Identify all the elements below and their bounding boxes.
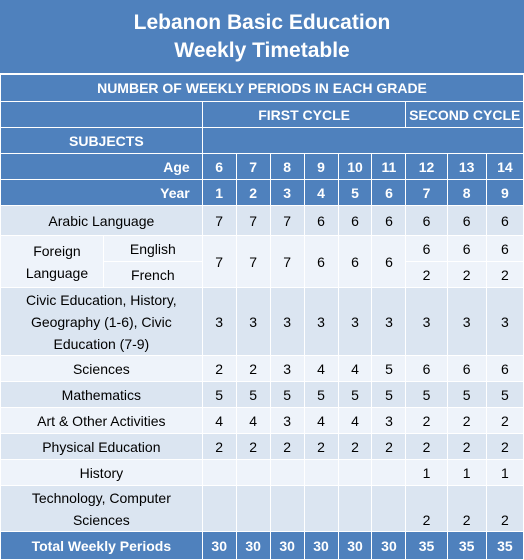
value-cell [202, 486, 236, 532]
value-cell: 5 [338, 382, 372, 408]
value-cell: 3 [486, 288, 523, 356]
value-cell: 5 [372, 356, 406, 382]
french-label: French [103, 262, 202, 288]
value-cell: 5 [406, 382, 447, 408]
year-cell: 6 [372, 180, 406, 206]
total-label: Total Weekly Periods [1, 532, 203, 560]
value-cell: 6 [486, 206, 523, 236]
civic-label-line-2: Geography (1-6), Civic [30, 313, 172, 330]
total-cell: 35 [447, 532, 486, 560]
value-cell: 3 [372, 408, 406, 434]
value-cell: 2 [406, 408, 447, 434]
age-cell: 7 [236, 154, 270, 180]
value-cell: 4 [236, 408, 270, 434]
value-cell: 3 [447, 288, 486, 356]
year-cell: 4 [304, 180, 338, 206]
value-cell: 6 [338, 206, 372, 236]
table-row [1, 486, 524, 532]
second-cycle-header: SECOND CYCLE [406, 102, 524, 128]
value-cell: 2 [236, 434, 270, 460]
value-cell: 6 [486, 236, 523, 262]
total-cell: 35 [406, 532, 447, 560]
total-cell: 30 [202, 532, 236, 560]
value-cell: 2 [406, 486, 447, 532]
value-cell: 3 [236, 288, 270, 356]
value-cell: 4 [304, 356, 338, 382]
value-cell: 2 [338, 434, 372, 460]
first-cycle-header: FIRST CYCLE [202, 102, 406, 128]
value-cell: 2 [447, 408, 486, 434]
value-cell: 3 [202, 288, 236, 356]
subject-label: Arabic Language [1, 206, 203, 236]
year-cell: 5 [338, 180, 372, 206]
value-cell: 2 [270, 434, 304, 460]
value-cell: 5 [236, 382, 270, 408]
age-cell: 8 [270, 154, 304, 180]
value-cell: 3 [304, 288, 338, 356]
total-cell: 30 [338, 532, 372, 560]
english-label: English [103, 236, 202, 262]
table-row [1, 408, 524, 434]
value-cell: 5 [304, 382, 338, 408]
age-label: Age [1, 154, 203, 180]
age-cell: 12 [406, 154, 447, 180]
table-row [1, 382, 524, 408]
subject-label [1, 288, 203, 356]
year-cell: 7 [406, 180, 447, 206]
value-cell: 3 [372, 288, 406, 356]
value-cell: 5 [270, 382, 304, 408]
value-cell: 2 [202, 434, 236, 460]
value-cell: 2 [202, 356, 236, 382]
value-cell: 7 [270, 236, 304, 288]
value-cell: 1 [406, 460, 447, 486]
value-cell: 6 [338, 236, 372, 288]
value-cell [304, 486, 338, 532]
value-cell: 5 [447, 382, 486, 408]
table-row [1, 356, 524, 382]
value-cell: 3 [406, 288, 447, 356]
total-cell: 30 [372, 532, 406, 560]
subject-label: Physical Education [1, 434, 203, 460]
year-label: Year [1, 180, 203, 206]
year-cell: 1 [202, 180, 236, 206]
value-cell: 5 [202, 382, 236, 408]
value-cell: 2 [406, 434, 447, 460]
subject-label: Sciences [1, 356, 203, 382]
subject-label: Mathematics [1, 382, 203, 408]
total-cell: 30 [236, 532, 270, 560]
value-cell: 2 [447, 434, 486, 460]
value-cell: 6 [304, 236, 338, 288]
value-cell: 2 [406, 262, 447, 288]
value-cell: 7 [202, 206, 236, 236]
value-cell [338, 486, 372, 532]
year-cell: 8 [447, 180, 486, 206]
year-cell: 9 [486, 180, 523, 206]
value-cell: 5 [486, 382, 523, 408]
value-cell: 6 [304, 206, 338, 236]
total-cell: 30 [304, 532, 338, 560]
table-row [1, 288, 524, 356]
value-cell: 6 [406, 206, 447, 236]
subject-label [1, 486, 203, 532]
value-cell: 6 [406, 236, 447, 262]
total-row [1, 532, 524, 560]
civic-label-line-3: Education (7-9) [53, 335, 150, 352]
year-cell: 2 [236, 180, 270, 206]
value-cell: 4 [304, 408, 338, 434]
value-cell: 2 [486, 486, 523, 532]
age-cell: 6 [202, 154, 236, 180]
value-cell [202, 460, 236, 486]
value-cell: 6 [372, 236, 406, 288]
value-cell [236, 460, 270, 486]
value-cell: 7 [236, 206, 270, 236]
value-cell: 3 [270, 356, 304, 382]
value-cell: 2 [304, 434, 338, 460]
value-cell: 1 [486, 460, 523, 486]
table-row [1, 206, 524, 236]
table-row [1, 460, 524, 486]
subjects-header: SUBJECTS [1, 128, 203, 154]
subject-label: Art & Other Activities [1, 408, 203, 434]
value-cell: 6 [486, 356, 523, 382]
technology-label-line-2: Sciences [72, 511, 130, 528]
age-cell: 11 [372, 154, 406, 180]
age-cell: 14 [486, 154, 523, 180]
total-cell: 30 [270, 532, 304, 560]
value-cell: 2 [486, 434, 523, 460]
value-cell [372, 460, 406, 486]
value-cell: 2 [486, 262, 523, 288]
foreign-label-line-2: Language [25, 264, 89, 281]
value-cell: 3 [338, 288, 372, 356]
value-cell: 1 [447, 460, 486, 486]
value-cell [236, 486, 270, 532]
header-blank [1, 102, 203, 128]
age-cell: 10 [338, 154, 372, 180]
value-cell: 6 [372, 206, 406, 236]
timetable-grid [0, 74, 524, 560]
subject-label [1, 236, 104, 288]
periods-header: NUMBER OF WEEKLY PERIODS IN EACH GRADE [1, 75, 524, 102]
value-cell: 7 [236, 236, 270, 288]
value-cell: 6 [447, 356, 486, 382]
foreign-label-line-1: Foreign [33, 242, 81, 259]
value-cell: 6 [447, 236, 486, 262]
table-row [1, 434, 524, 460]
value-cell: 6 [406, 356, 447, 382]
value-cell: 7 [202, 236, 236, 288]
subject-label: History [1, 460, 203, 486]
value-cell: 5 [372, 382, 406, 408]
value-cell: 4 [338, 408, 372, 434]
value-cell: 7 [270, 206, 304, 236]
value-cell: 3 [270, 288, 304, 356]
value-cell: 2 [372, 434, 406, 460]
value-cell: 2 [447, 486, 486, 532]
value-cell [338, 460, 372, 486]
value-cell: 2 [486, 408, 523, 434]
title-line-2: Weekly Timetable [174, 39, 350, 62]
year-cell: 3 [270, 180, 304, 206]
value-cell: 6 [447, 206, 486, 236]
value-cell [270, 460, 304, 486]
value-cell: 2 [236, 356, 270, 382]
title-line-1: Lebanon Basic Education [133, 11, 391, 34]
value-cell [304, 460, 338, 486]
civic-label-line-1: Civic Education, History, [26, 291, 177, 308]
value-cell: 2 [447, 262, 486, 288]
table-row [1, 236, 524, 262]
value-cell [372, 486, 406, 532]
value-cell: 3 [270, 408, 304, 434]
age-cell: 13 [447, 154, 486, 180]
value-cell: 4 [338, 356, 372, 382]
technology-label-line-1: Technology, Computer [31, 489, 171, 506]
value-cell: 4 [202, 408, 236, 434]
header-blank-2 [202, 128, 523, 154]
page-title [0, 0, 524, 74]
value-cell [270, 486, 304, 532]
age-cell: 9 [304, 154, 338, 180]
total-cell: 35 [486, 532, 523, 560]
